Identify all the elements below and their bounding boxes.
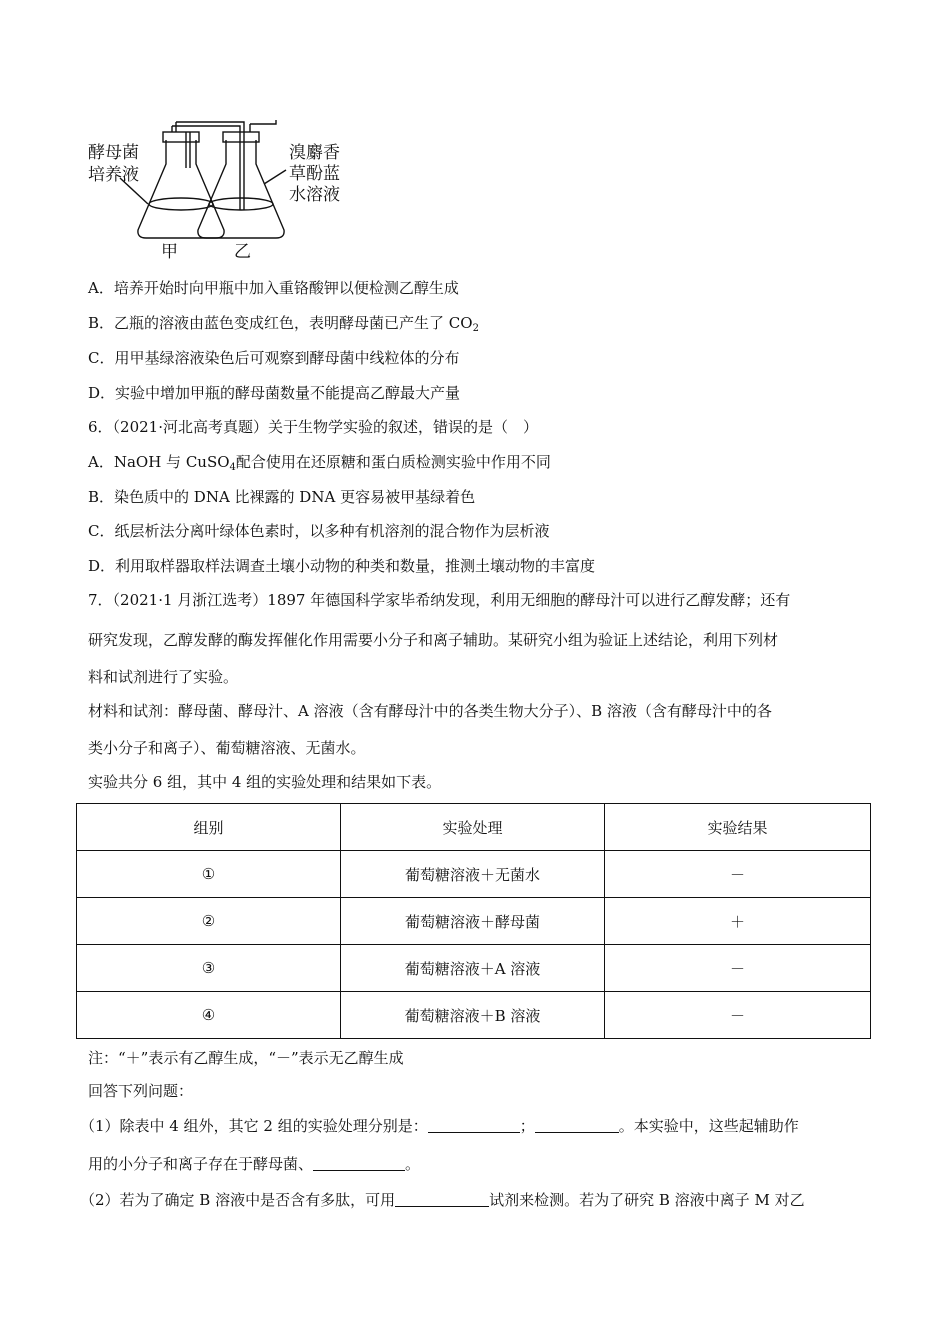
answer-prompt: 回答下列问题：	[88, 1082, 194, 1100]
table-cell-treatment: 葡萄糖溶液＋酵母菌	[341, 898, 605, 945]
answer-blank-1[interactable]	[428, 1117, 520, 1133]
table-header-result: 实验结果	[605, 804, 871, 851]
table-cell-result: ＋	[605, 898, 871, 945]
q7-part-1-line-1	[80, 1116, 799, 1136]
q7-stem-line-1: 7．（2021·1 月浙江选考）1897 年德国科学家毕希纳发现，利用无细胞的酵母汁可以进行乙醇发酵；还有	[88, 591, 791, 609]
experiment-results-table	[76, 803, 871, 1039]
q7-part-1-line-2	[88, 1154, 420, 1174]
table-header-group: 组别	[77, 804, 341, 851]
q6-option-a-post: 配合使用在还原糖和蛋白质检测实验中作用不同	[235, 453, 551, 471]
label-btb-3: 水溶液	[289, 185, 340, 205]
label-flask-yi: 乙	[234, 242, 251, 262]
q7-stem-line-2: 研究发现，乙醇发酵的酶发挥催化作用需要小分子和离子辅助。某研究小组为验证上述结论，利用下列材	[88, 631, 779, 649]
q5-option-d: D．实验中增加甲瓶的酵母菌数量不能提高乙醇最大产量	[88, 384, 461, 402]
label-yeast-medium-1: 酵母菌	[88, 143, 139, 163]
q5-option-a: A．培养开始时向甲瓶中加入重铬酸钾以便检测乙醇生成	[88, 279, 459, 297]
table-cell-group: ③	[77, 945, 341, 992]
q7-part-1-text-a: （1）除表中 4 组外，其它 2 组的实验处理分别是：	[80, 1117, 428, 1135]
flask-diagram	[86, 118, 348, 263]
q5-option-b	[88, 313, 479, 339]
table-cell-treatment: 葡萄糖溶液＋无菌水	[341, 851, 605, 898]
q6-option-b: B．染色质中的 DNA 比裸露的 DNA 更容易被甲基绿着色	[88, 488, 476, 506]
q7-part-2-line-1	[80, 1190, 805, 1210]
q5-option-b-subscript: 2	[472, 323, 479, 334]
table-cell-result: －	[605, 992, 871, 1039]
q7-part-1-end: 。	[405, 1155, 421, 1173]
q7-materials-line-1: 材料和试剂：酵母菌、酵母汁、A 溶液（含有酵母汁中的各类生物大分子）、B 溶液（含有酵母汁中的各	[88, 702, 772, 720]
label-flask-jia: 甲	[161, 242, 178, 262]
answer-blank-4[interactable]	[395, 1191, 489, 1207]
table-cell-group: ④	[77, 992, 341, 1039]
q7-part-1-text-c: 用的小分子和离子存在于酵母菌、	[88, 1155, 314, 1173]
table-cell-treatment: 葡萄糖溶液＋B 溶液	[341, 992, 605, 1039]
table-cell-result: －	[605, 851, 871, 898]
table-cell-result: －	[605, 945, 871, 992]
table-row	[77, 945, 871, 992]
answer-blank-2[interactable]	[535, 1117, 619, 1133]
table-cell-group: ②	[77, 898, 341, 945]
q6-option-d: D．利用取样器取样法调查土壤小动物的种类和数量，推测土壤动物的丰富度	[88, 557, 596, 575]
table-note: 注：“＋”表示有乙醇生成，“－”表示无乙醇生成	[88, 1049, 404, 1067]
table-row	[77, 851, 871, 898]
table-row	[77, 992, 871, 1039]
answer-blank-3[interactable]	[313, 1155, 405, 1171]
table-row	[77, 898, 871, 945]
q7-part-2-text-b: 试剂来检测。若为了研究 B 溶液中离子 M 对乙	[489, 1191, 805, 1209]
q5-option-b-text: B．乙瓶的溶液由蓝色变成红色，表明酵母菌已产生了 CO	[88, 314, 473, 332]
q6-option-c: C．纸层析法分离叶绿体色素时，以多种有机溶剂的混合物作为层析液	[88, 522, 550, 540]
table-cell-group: ①	[77, 851, 341, 898]
q6-option-a-pre: A．NaOH 与 CuSO	[88, 453, 230, 471]
q7-table-intro: 实验共分 6 组，其中 4 组的实验处理和结果如下表。	[88, 773, 442, 791]
q7-stem-line-3: 料和试剂进行了实验。	[88, 668, 239, 686]
label-btb-1: 溴麝香	[289, 143, 340, 163]
q6-option-a-subscript: 4	[229, 462, 236, 473]
table-header-row	[77, 804, 871, 851]
q7-materials-line-2: 类小分子和离子）、葡萄糖溶液、无菌水。	[88, 739, 366, 757]
label-yeast-medium-2: 培养液	[88, 165, 139, 185]
label-btb-2: 草酚蓝	[289, 164, 340, 184]
q7-part-2-text-a: （2）若为了确定 B 溶液中是否含有多肽，可用	[80, 1191, 396, 1209]
q6-stem: 6．（2021·河北高考真题）关于生物学实验的叙述，错误的是（ ）	[88, 418, 538, 436]
q5-option-c: C．用甲基绿溶液染色后可观察到酵母菌中线粒体的分布	[88, 349, 460, 367]
apparatus-figure	[86, 118, 348, 263]
table-cell-treatment: 葡萄糖溶液＋A 溶液	[341, 945, 605, 992]
q7-part-1-text-b: 。本实验中，这些起辅助作	[618, 1117, 799, 1135]
q7-part-1-separator: ；	[519, 1117, 535, 1135]
table-header-treatment: 实验处理	[341, 804, 605, 851]
q6-option-a	[88, 452, 551, 478]
